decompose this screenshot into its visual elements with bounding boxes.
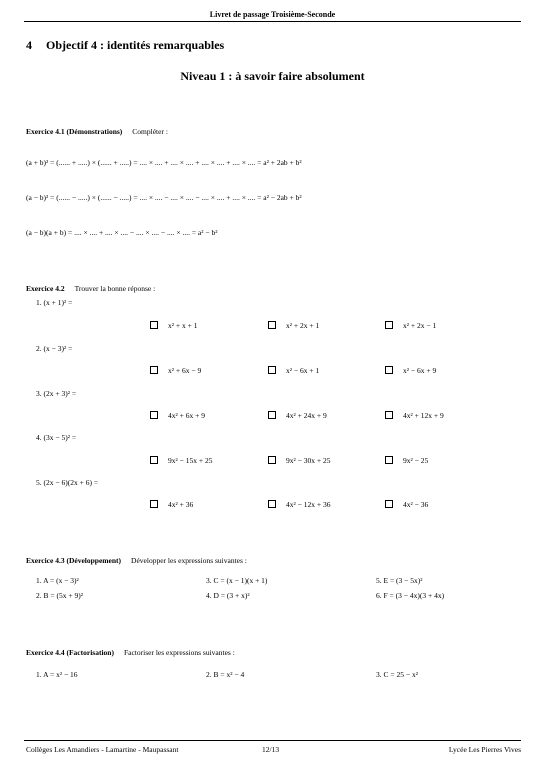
level-title: Niveau 1 : à savoir faire absolument: [180, 69, 365, 83]
answer-option[interactable]: 4x² + 12x + 9: [385, 411, 444, 420]
section-title: [26, 38, 224, 53]
footer-left: Collèges Les Amandiers - Lamartine - Maupassant: [26, 745, 179, 754]
equation-line: (a − b)(a + b) = .... × .... + .... × .... − .... × .... − .... × .... = a² − b²: [26, 228, 218, 237]
exercise-item: 2. B = x² − 4: [206, 670, 245, 679]
running-header: Livret de passage Troisième-Seconde: [209, 10, 336, 19]
answer-option[interactable]: x² + x + 1: [150, 321, 197, 330]
checkbox[interactable]: [268, 321, 276, 329]
question-2: 2. (x − 3)² =: [36, 344, 73, 353]
question-4: 4. (3x − 5)² =: [36, 433, 77, 442]
equation-line: (a + b)² = (...... + .....) × (...... + .....) = .... × .... + .... × .... + .... × .... + .... × .... = a² + 2ab + b²: [26, 158, 302, 167]
checkbox[interactable]: [385, 366, 393, 374]
checkbox[interactable]: [268, 411, 276, 419]
answer-option[interactable]: 4x² − 36: [385, 500, 428, 509]
checkbox[interactable]: [385, 500, 393, 508]
exercise-4-2-heading: [26, 284, 155, 293]
exercise-4-3-heading: [26, 556, 247, 565]
question-3: 3. (2x + 3)² =: [36, 389, 77, 398]
answer-option[interactable]: 4x² − 12x + 36: [268, 500, 330, 509]
exercise-item: 3. C = 25 − x²: [376, 670, 418, 679]
answer-option[interactable]: x² − 6x + 9: [385, 366, 436, 375]
equation-line: (a − b)² = (...... − .....) × (...... − .....) = .... × .... − .... × .... − .... × .... + .... × .... = a² − 2ab + b²: [26, 193, 302, 202]
checkbox[interactable]: [150, 500, 158, 508]
section-title-text: Objectif 4 : identités remarquables: [46, 38, 225, 52]
section-number: 4: [26, 38, 32, 52]
footer-right: Lycée Les Pierres Vives: [448, 745, 521, 754]
checkbox[interactable]: [385, 456, 393, 464]
exercise-4-1-label: Exercice 4.1 (Démonstrations): [26, 127, 123, 136]
answer-option[interactable]: 9x² − 30x + 25: [268, 456, 330, 465]
checkbox[interactable]: [150, 411, 158, 419]
exercise-4-4-label: Exercice 4.4 (Factorisation): [26, 648, 114, 657]
checkbox[interactable]: [268, 366, 276, 374]
answer-option[interactable]: 4x² + 24x + 9: [268, 411, 327, 420]
checkbox[interactable]: [150, 366, 158, 374]
checkbox[interactable]: [268, 500, 276, 508]
exercise-item: 1. A = (x − 3)²: [36, 576, 79, 585]
footer-rule: [24, 740, 521, 741]
exercise-item: 1. A = x² − 16: [36, 670, 78, 679]
exercise-item: 2. B = (5x + 9)²: [36, 591, 83, 600]
exercise-4-1-instruction: Compléter :: [132, 127, 168, 136]
exercise-4-3-instruction: Développer les expressions suivantes :: [131, 556, 247, 565]
answer-option[interactable]: 9x² − 15x + 25: [150, 456, 212, 465]
answer-option[interactable]: x² + 6x − 9: [150, 366, 201, 375]
exercise-item: 6. F = (3 − 4x)(3 + 4x): [376, 591, 445, 600]
exercise-4-2-label: Exercice 4.2: [26, 284, 65, 293]
question-5: 5. (2x − 6)(2x + 6) =: [36, 478, 99, 487]
checkbox[interactable]: [268, 456, 276, 464]
checkbox[interactable]: [150, 321, 158, 329]
exercise-item: 5. E = (3 − 5x)²: [376, 576, 423, 585]
checkbox[interactable]: [385, 411, 393, 419]
exercise-4-3-label: Exercice 4.3 (Développement): [26, 556, 122, 565]
question-1: 1. (x + 1)² =: [36, 298, 73, 307]
exercise-4-4-heading: [26, 648, 235, 657]
answer-option[interactable]: 4x² + 36: [150, 500, 193, 509]
page-number: 12/13: [262, 745, 280, 754]
answer-option[interactable]: x² + 2x + 1: [268, 321, 319, 330]
exercise-4-2-instruction: Trouver la bonne réponse :: [74, 284, 156, 293]
exercise-item: 4. D = (3 + x)²: [206, 591, 250, 600]
answer-option[interactable]: x² + 2x − 1: [385, 321, 436, 330]
answer-option[interactable]: 4x² + 6x + 9: [150, 411, 205, 420]
checkbox[interactable]: [150, 456, 158, 464]
checkbox[interactable]: [385, 321, 393, 329]
exercise-item: 3. C = (x − 1)(x + 1): [206, 576, 268, 585]
header-rule: [24, 21, 521, 22]
exercise-4-4-instruction: Factoriser les expressions suivantes :: [123, 648, 235, 657]
answer-option[interactable]: x² − 6x + 1: [268, 366, 319, 375]
answer-option[interactable]: 9x² − 25: [385, 456, 428, 465]
exercise-4-1-heading: [26, 127, 168, 136]
